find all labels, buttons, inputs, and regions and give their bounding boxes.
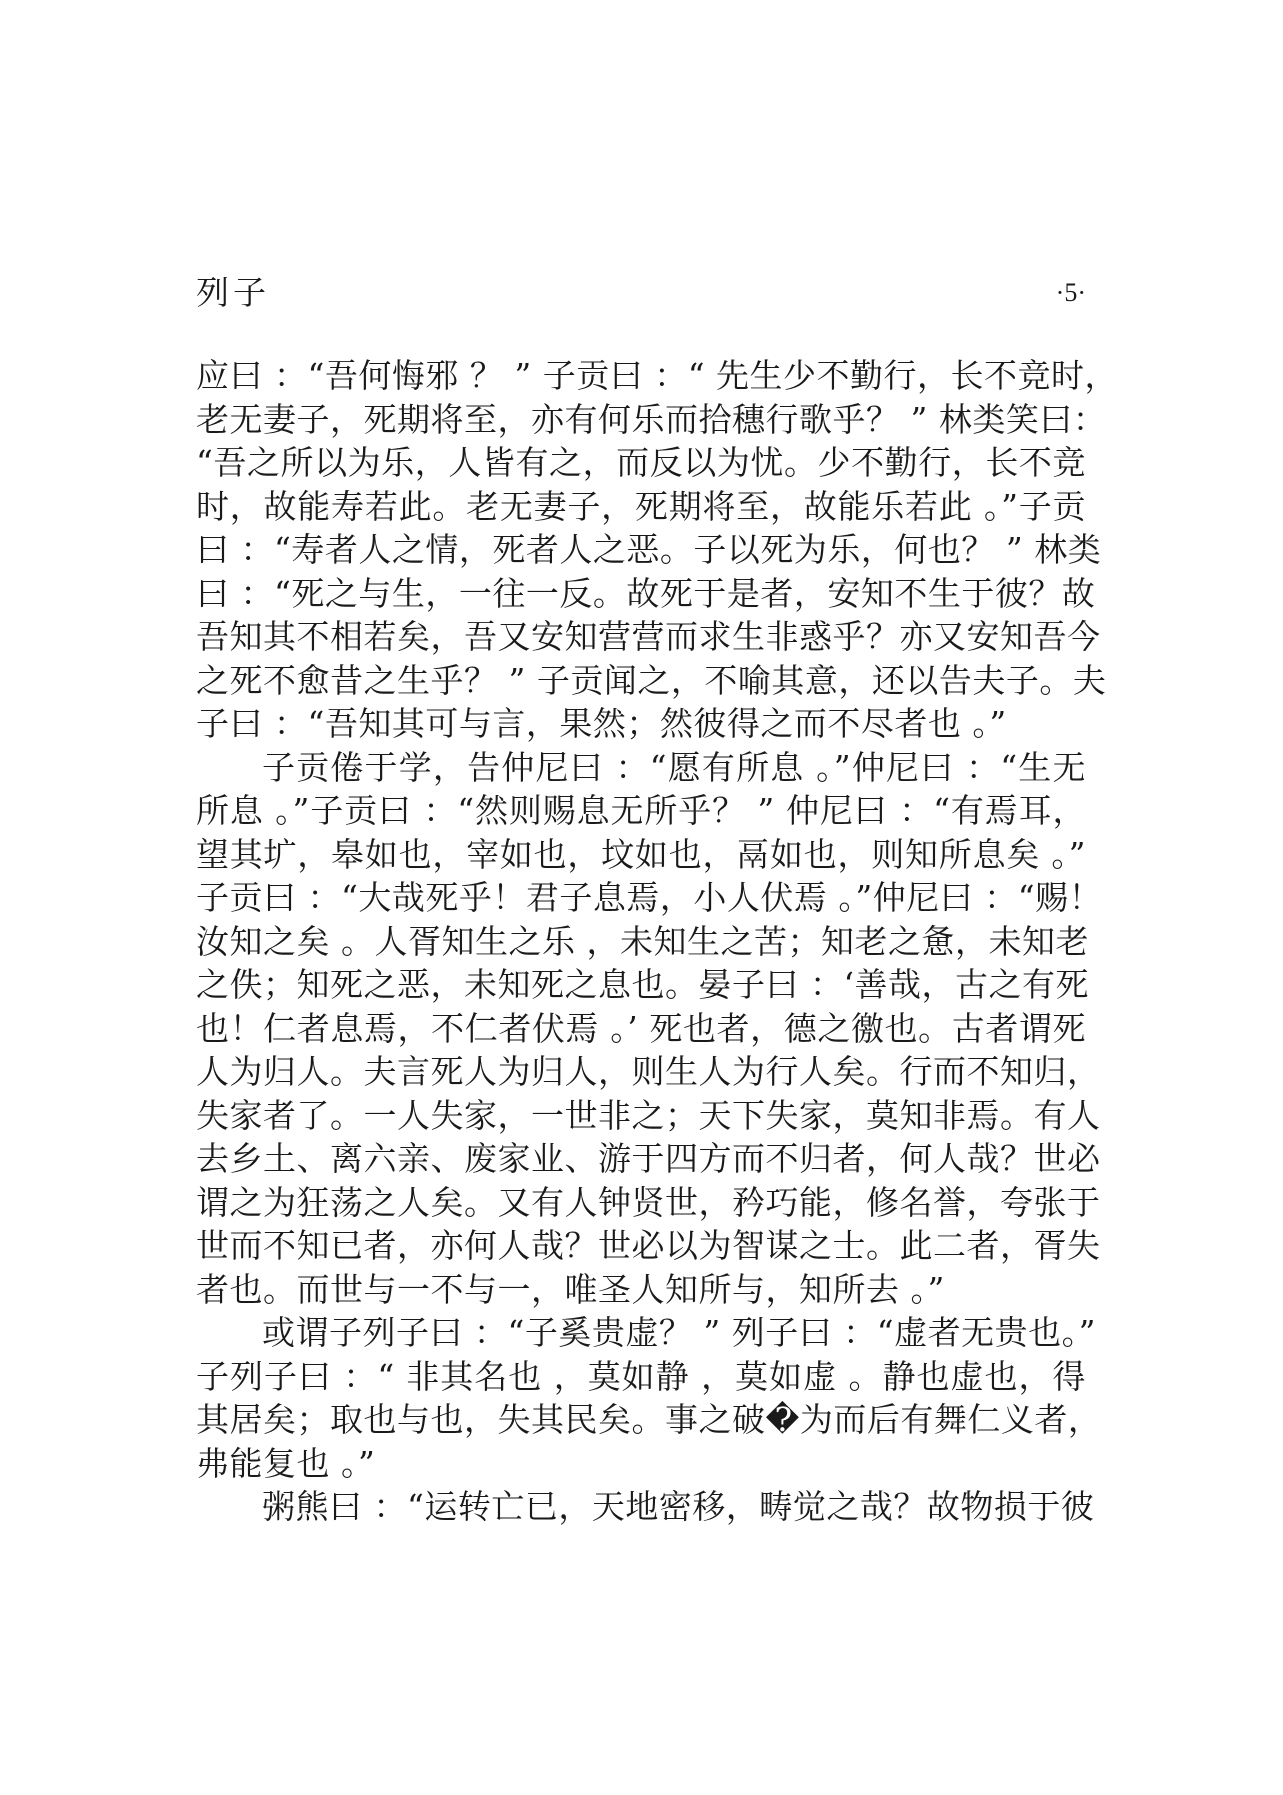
text-line: 吾知其不相若矣，吾又安知营营而求生非惑乎？亦又安知吾今 [196,617,1101,656]
text-line: 谓之为狂荡之人矣。又有人钟贤世，矜巧能，修名誉，夸张于 [196,1182,1101,1222]
text-line: 望其圹，皋如也，宰如也，坟如也，鬲如也，则知所息矣 。” [196,834,1086,874]
text-line: “吾之所以为乐，人皆有之，而反以为忧。少不勤行，长不竞 [196,443,1086,482]
running-header [196,268,1086,318]
text-line: 去乡土、离六亲、废家业、游于四方而不归者，何人哉？世必 [196,1139,1101,1178]
text-line: 弗能复也 。” [196,1443,376,1483]
text-line: 者也。而世与一不与一，唯圣人知所与，知所去 。” [196,1269,945,1309]
text-line: 或谓子列子曰 ：“子奚贵虚？ ” 列子曰 ：“虚者无贵也。” [262,1313,1096,1352]
text-line: 粥熊曰 ：“运转亡已，天地密移，畴觉之哉？故物损于彼 [262,1487,1095,1526]
text-line: 应曰 ：“吾何悔邪 ？ ” 子贡曰 ：“ 先生少不勤行，长不竞时， [196,356,1119,395]
text-line: 老无妻子，死期将至，亦有何乐而拾穗行歌乎？ ” 林类笑曰： [196,399,1107,439]
text-line: 失家者了。一人失家，一世非之；天下失家，莫知非焉。有人 [196,1095,1101,1135]
text-line: 人为归人。夫言死人为归人，则生人为行人矣。行而不知归， [196,1052,1101,1091]
text-line: 世而不知已者，亦何人哉？世必以为智谋之士。此二者，胥失 [196,1226,1101,1265]
text-line: 子贡倦于学，告仲尼曰 ：“愿有所息 。”仲尼曰 ：“生无 [262,747,1086,787]
text-line: 曰 ：“死之与生，一往一反。故死于是者，安知不生于彼？故 [196,573,1096,613]
text-line: 也！仁者息焉，不仁者伏焉 。’ 死也者，德之徼也。古者谓死 [196,1008,1086,1048]
text-line: 时，故能寿若此。老无妻子，死期将至，故能乐若此 。”子贡 [196,486,1086,526]
text-line: 之佚；知死之恶，未知死之息也。晏子曰 ：‘善哉，古之有死 [196,965,1089,1004]
text-line: 子贡曰 ：“大哉死乎！君子息焉，小人伏焉 。”仲尼曰 ：“赐！ [196,878,1103,917]
text-line: 所息 。”子贡曰 ：“然则赐息无所乎？ ” 仲尼曰 ：“有焉耳， [196,791,1086,830]
text-line: 曰 ：“寿者人之情，死者人之恶。子以死为乐，何也？ ” 林类 [196,530,1102,569]
text-line: 子列子曰 ：“ 非其名也 ，莫如静 ，莫如虚 。静也虚也，得 [196,1356,1086,1396]
page-number: ·5· [1055,278,1086,307]
text-line: 汝知之矣 。人胥知生之乐 ，未知生之苦；知老之惫，未知老 [196,921,1089,961]
text-line: 子曰 ：“吾知其可与言，果然；然彼得之而不尽者也 。” [196,704,1007,743]
text-line: 之死不愈昔之生乎？ ” 子贡闻之，不喻其意，还以告夫子。夫 [196,660,1107,700]
running-title: 列子 [196,273,270,312]
body-text [196,354,1119,1529]
text-line: 其居矣；取也与也，失其民矣。事之破�为而后有舞仁义者， [196,1400,1102,1439]
